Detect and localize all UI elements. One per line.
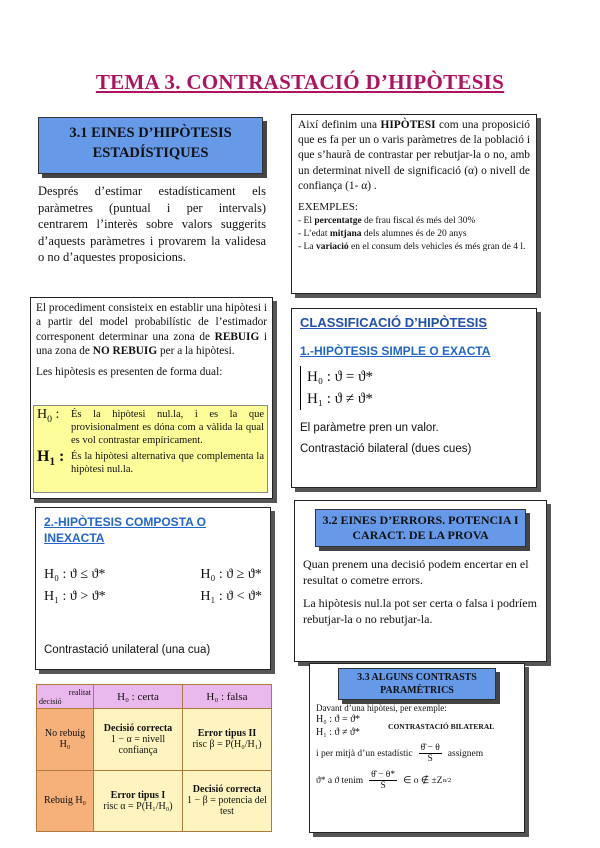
final-numerator: θ̂ − θ* [371,770,396,780]
simple-h0: H₀ : ϑ = ϑ* [307,369,374,385]
bilateral-label: CONTRASTACIÓ BILATERAL [388,721,495,731]
classification-heading: CLASSIFICACIÓ D’HIPÒTESIS [300,315,488,330]
h0-label: $H_0$ : [37,407,60,425]
cell-title: Error tipus II [197,728,257,740]
example-item: - El percentatge de frau fiscal és més del 30% [298,216,476,227]
cell-correct-decision-2 [182,770,271,832]
hypothesis-definition-card [291,114,537,294]
example-item: - L’edat mitjana dels alumnes és de 20 anys [298,229,467,240]
section-3-1-body: Després d’estimar estadísticament els paràmetres (puntual i per intervals) centrarem l’interès sobre valors suggerits d’aquests paràmetres i provarem la validesa o no d’aquestes proposicions. [38,184,266,264]
section-3-2-p2: La hipòtesis nul.la pot ser certa o falsa i podríem rebutjar-la o no rebutjar-la. [303,596,537,626]
cell-title: Decisió correcta [192,784,262,796]
simple-note-1: El paràmetre pren un valor. [300,422,439,434]
statistic-post: assignem [447,748,484,759]
section-3-3-heading [338,668,496,700]
h0-row [37,408,264,447]
composite-title: 2.-HIPÒTESIS COMPOSTA O INEXACTA [44,515,207,545]
h1-row [37,450,264,476]
definition-post: com una proposició que es fa per un o varis paràmetres de la població i que s’haurà de contrastar per rebutjar-la o no, amb un determinat nivell de significació (α) o nivell de confiança (1- α) . [298,119,530,192]
cell-formula: 1 − β = potencia del test [187,795,267,818]
simple-hypotheses [300,366,528,410]
decision-table-wrapper [36,684,272,832]
statistic-denominator: S [427,754,433,764]
composite-right-h1: H₁ : ϑ < ϑ* [200,589,262,604]
col-header-h0-false: H₀ : falsa [182,685,271,709]
definition-keyword: HIPÒTESI [380,119,436,131]
cell-type-1-error [94,770,183,832]
page-title: TEMA 3. CONTRASTACIÓ D’HIPÒTESIS [95,70,505,94]
example-item: - La variació en el consum dels vehicles és més gran de 4 l. [298,242,526,253]
h1-label: $H_1$ : [37,448,65,469]
cell-type-2-error [182,709,271,771]
cell-title: Decisió correcta [103,722,173,734]
simple-note-2: Contrastació bilateral (dues cues) [300,443,472,455]
cell-formula: 1 − α = nivell confiança [110,733,166,756]
decision-table [36,684,272,832]
section-3-3-hypotheses [316,713,518,739]
statistic-pre: i per mitjà d’un estadístic [316,748,413,759]
corner-bottom: decisió [39,696,62,706]
procedure-card [30,297,273,499]
section-3-2-heading [315,509,526,547]
cell-title: Error tipus I [110,789,166,801]
composite-card [35,507,271,670]
section-3-2-heading-text: 3.2 EINES D’ERRORS. POTENCIA I CARACT. DE LA PROVA [322,513,519,542]
final-row [316,770,518,791]
definition-pre: Així definim una [298,119,381,131]
s33-formulas [316,713,360,739]
simple-h1: H₁ : ϑ ≠ ϑ* [307,391,373,407]
final-post: ∈ o ∉ ±Z [403,776,443,786]
cell-formula: risc β = P(H₀/H₁) [192,739,262,751]
composite-formulas [44,564,262,608]
final-denominator: S [380,781,386,791]
classification-card [291,308,537,488]
statistic-numerator: θ̂ − θ [420,743,440,753]
section-3-2-card [294,500,547,662]
procedure-dual-text: Les hipòtesis es presenten de forma dual: [36,365,223,378]
simple-hypothesis-title: 1.-HIPÒTESIS SIMPLE O EXACTA [300,344,491,358]
corner-top: realitat [68,687,91,697]
section-3-3-intro: Davant d’una hipòtesi, per exemple: [316,703,447,713]
composite-right-h0: H₀ : ϑ ≥ ϑ* [200,567,262,582]
final-sub: α/2 [442,777,452,784]
s33-h1: H₁ : ϑ ≠ ϑ* [316,727,360,738]
h0-text: És la hipòtesi nul.la, i es la que provisionalment es dóna com a vàlida la qual es vol contrastar empíricament. [71,409,264,446]
composite-left-h1: H₁ : ϑ > ϑ* [44,589,106,604]
composite-left-h0: H₀ : ϑ ≤ ϑ* [44,567,106,582]
definition-text [298,118,530,194]
section-3-3-heading-text: 3.3 ALGUNS CONTRASTS PARAMÈTRICS [357,672,477,696]
final-pre: ϑ* a ϑ tenim [316,775,364,786]
composite-left [44,564,106,608]
section-3-1-heading-text: 3.1 EINES D’HIPÒTESIS ESTADÍSTIQUES [69,125,232,161]
col-header-h0-true: H₀ : certa [94,685,183,709]
table-corner [37,685,94,709]
statistic-row [316,743,518,764]
section-3-2-p1: Quan prenem una decisió podem encertar en el resultat o cometre errors. [303,557,529,587]
cell-formula: risc α = P(H₁/H₀) [103,800,173,812]
composite-note: Contrastació unilateral (una cua) [44,644,211,656]
examples-title: EXEMPLES: [298,201,358,214]
row-label-reject: Rebuig H₀ [37,770,94,832]
row-label-no-reject: No rebuig H₀ [37,709,94,771]
section-3-1-heading [38,117,263,174]
cell-correct-decision-1 [94,709,183,771]
composite-right [200,564,262,608]
h1-text: És la hipòtesi alternativa que complementa la hipòtesi nul.la. [71,451,264,475]
final-fraction [369,770,397,791]
hypotheses-box [33,405,268,493]
statistic-fraction [419,743,442,764]
section-3-3-card [309,663,525,833]
s33-h0: H₀ : ϑ = ϑ* [316,714,361,725]
procedure-text: El procediment consisteix en establir una hipòtesi i a partir del model probabilístic de l’estimador corresponent determinar una zona de REBUIG i una zona de NO REBUIG per a la hipòtesi. [36,302,267,358]
